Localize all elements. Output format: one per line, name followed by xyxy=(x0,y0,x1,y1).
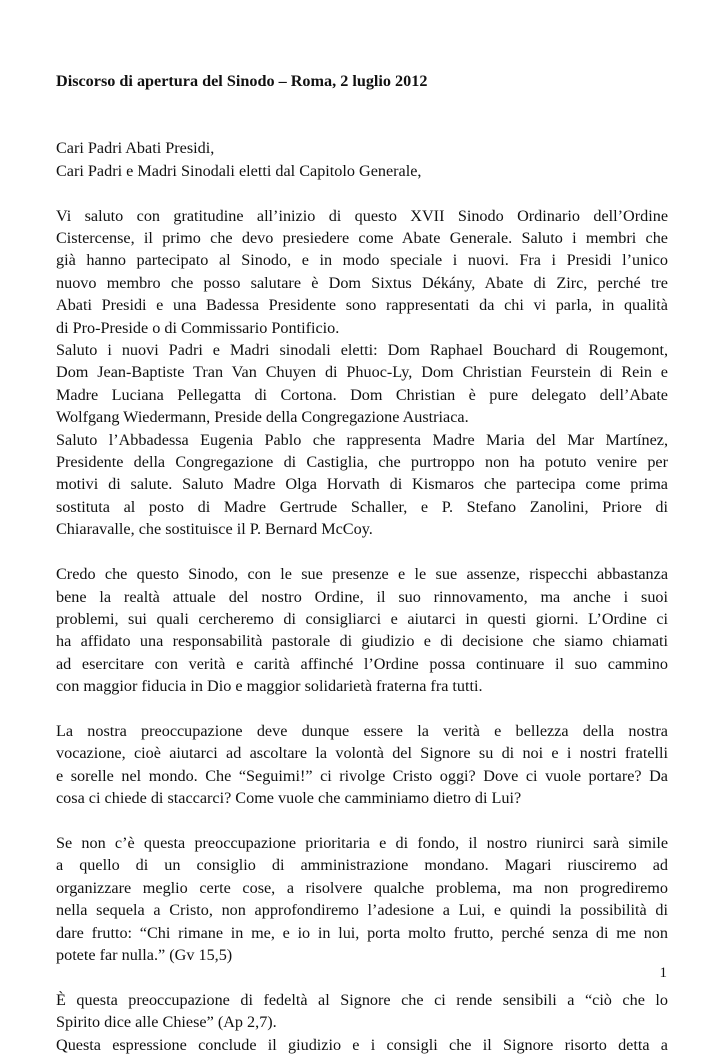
paragraph-line: organizzare meglio certe cose, a risolvere qualche problema, ma non progrediremo xyxy=(56,878,668,897)
paragraph xyxy=(56,989,668,1056)
paragraph-line: È questa preoccupazione di fedeltà al Signore che ci rende sensibili a “ciò che lo xyxy=(56,990,668,1009)
paragraph-line: Madre Luciana Pellegatta di Cortona. Dom Christian è pure delegato dell’Abate xyxy=(56,385,668,404)
paragraph-line: Saluto l’Abbadessa Eugenia Pablo che rappresenta Madre Maria del Mar Martínez, xyxy=(56,430,668,449)
paragraph-line: nella sequela a Cristo, non approfondiremo l’adesione a Lui, e quindi la possibilità di xyxy=(56,901,668,920)
paragraph-line: Presidente della Congregazione di Castiglia, che purtroppo non ha potuto venire per xyxy=(56,453,668,472)
paragraph xyxy=(56,720,668,810)
paragraph-line: Cistercense, il primo che devo presiedere come Abate Generale. Saluto i membri che xyxy=(56,229,668,248)
paragraph-line: cosa ci chiede di staccarci? Come vuole che camminiamo dietro di Lui? xyxy=(56,789,522,808)
paragraph-line: Chiaravalle, che sostituisce il P. Bernard McCoy. xyxy=(56,520,373,539)
paragraph-line: Abati Presidi e una Badessa Presidente sono rappresentati da chi vi parla, in qualità xyxy=(56,296,668,315)
paragraph-line: ad esercitare con verità e carità affinché l’Ordine possa continuare il suo cammino xyxy=(56,654,668,673)
greeting-line: Cari Padri e Madri Sinodali eletti dal Capitolo Generale, xyxy=(56,161,422,180)
paragraph-line: e sorelle nel mondo. Che “Seguimi!” ci rivolge Cristo oggi? Dove ci vuole portare? Da xyxy=(56,766,668,785)
paragraph-line: Vi saluto con gratitudine all’inizio di questo XVII Sinodo Ordinario dell’Ordine xyxy=(56,206,668,225)
paragraph-line: nuovo membro che posso salutare è Dom Sixtus Dékány, Abate di Zirc, perché tre xyxy=(56,273,668,292)
paragraph-line: bene la realtà attuale del nostro Ordine, il suo rinnovamento, ma anche i suoi xyxy=(56,587,668,606)
paragraph-line: potete far nulla.” (Gv 15,5) xyxy=(56,945,233,964)
paragraph-line: La nostra preoccupazione deve dunque essere la verità e bellezza della nostra xyxy=(56,721,668,740)
paragraph-gap xyxy=(56,698,668,720)
paragraph-line: Dom Jean-Baptiste Tran Van Chuyen di Phuoc-Ly, Dom Christian Feurstein di Rein e xyxy=(56,363,668,382)
page-number: 1 xyxy=(659,965,667,981)
paragraph-line: vocazione, cioè aiutarci ad ascoltare la volontà del Signore su di noi e i nostri fratelli xyxy=(56,744,668,763)
paragraph-line: Se non c’è questa preoccupazione prioritaria e di fondo, il nostro riunirci sarà simile xyxy=(56,833,668,852)
paragraph-line: Credo che questo Sinodo, con le sue presenze e le sue assenze, rispecchi abbastanza xyxy=(56,565,668,584)
paragraph-line: motivi di salute. Saluto Madre Olga Horvath di Kismaros che partecipa come prima xyxy=(56,475,668,494)
paragraph-line: Questa espressione conclude il giudizio e i consigli che il Signore risorto detta a xyxy=(56,1035,668,1054)
paragraph-line: a quello di un consiglio di amministrazione mondano. Magari riusciremo ad xyxy=(56,856,668,875)
document-body xyxy=(56,70,668,1056)
paragraph-line: Saluto i nuovi Padri e Madri sinodali eletti: Dom Raphael Bouchard di Rougemont, xyxy=(56,341,668,360)
paragraph-gap xyxy=(56,966,668,988)
paragraph xyxy=(56,563,668,697)
document-paragraphs xyxy=(56,182,668,1056)
paragraph-line: Spirito dice alle Chiese” (Ap 2,7). xyxy=(56,1013,277,1032)
paragraph-gap xyxy=(56,541,668,563)
paragraph-line: problemi, sui quali cercheremo di consigliarci e aiutarci in questi giorni. L’Ordine ci xyxy=(56,609,668,628)
paragraph-line: di Pro-Preside o di Commissario Pontificio. xyxy=(56,318,340,337)
paragraph-line: Wolfgang Wiedermann, Preside della Congregazione Austriaca. xyxy=(56,408,469,427)
paragraph-line: dare frutto: “Chi rimane in me, e io in lui, porta molto frutto, perché senza di me non xyxy=(56,923,668,942)
document-title: Discorso di apertura del Sinodo – Roma, 2 luglio 2012 xyxy=(56,72,428,90)
paragraph-line: ha affidato una responsabilità pastorale di giudizio e di decisione che siamo chiamati xyxy=(56,632,668,651)
paragraph-gap xyxy=(56,810,668,832)
paragraph-line: con maggior fiducia in Dio e maggior solidarietà fraterna fra tutti. xyxy=(56,677,483,696)
paragraph-line: già hanno partecipato al Sinodo, e in modo speciale i nuovi. Fra i Presidi l’unico xyxy=(56,251,668,270)
greeting xyxy=(56,137,668,182)
greeting-line: Cari Padri Abati Presidi, xyxy=(56,139,215,158)
paragraph-line: sostituta al posto di Madre Gertrude Schaller, e P. Stefano Zanolini, Priore di xyxy=(56,497,668,516)
paragraph xyxy=(56,205,668,541)
paragraph-gap xyxy=(56,182,668,204)
paragraph xyxy=(56,832,668,966)
